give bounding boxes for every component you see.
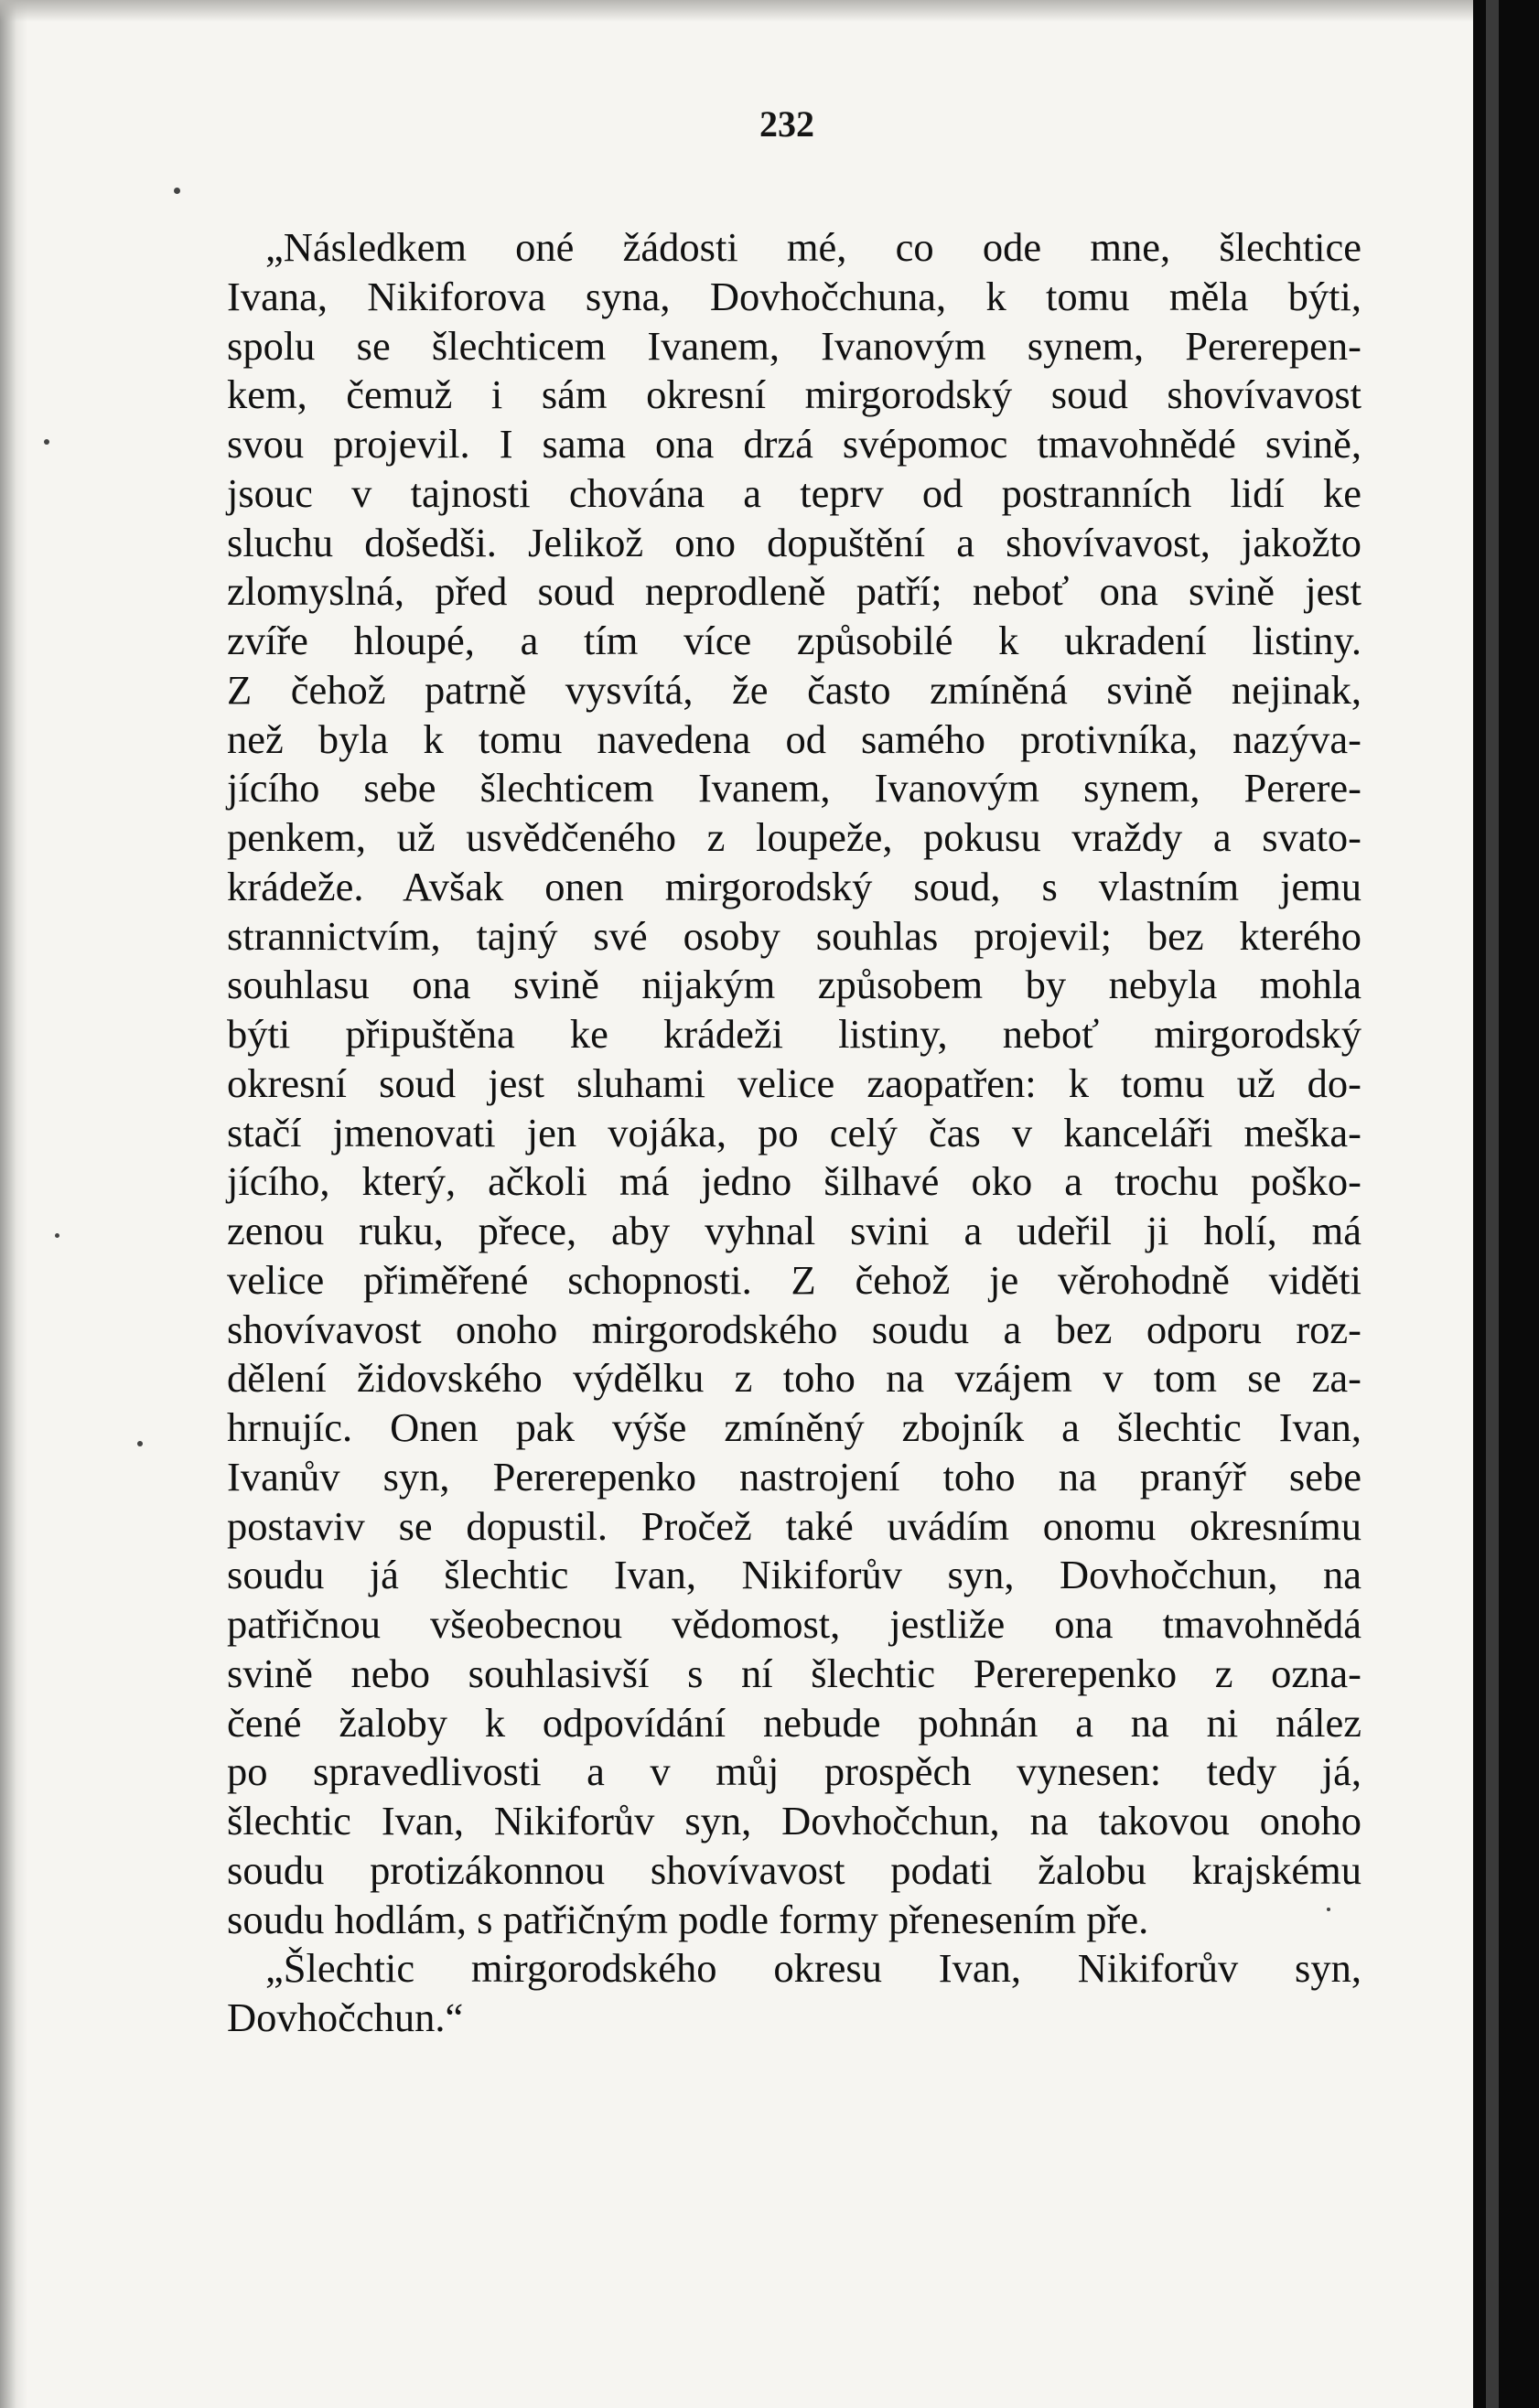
body-text <box>227 223 1361 2043</box>
text-line: čené žaloby k odpovídání nebude pohnán a na ni nález <box>227 1699 1361 1746</box>
text-line: souhlasu ona svině nijakým způsobem by nebyla mohla <box>227 962 1361 1008</box>
text-line: jsouc v tajnosti chována a teprv od postranních lidí ke <box>227 469 1361 516</box>
text-line: „Šlechtic mirgorodského okresu Ivan, Nikiforův syn, <box>265 1945 1361 1992</box>
scan-border-strip <box>1486 0 1499 2408</box>
page-shadow-edge <box>0 0 27 2408</box>
text-line: stačí jmenovati jen vojáka, po celý čas v kanceláři meška- <box>227 1109 1361 1156</box>
text-line: jícího, který, ačkoli má jedno šilhavé oko a trochu poško- <box>227 1158 1361 1205</box>
text-line: Ivana, Nikiforova syna, Dovhočchuna, k tomu měla býti, <box>227 273 1361 319</box>
text-line: Z čehož patrně vysvítá, že často zmíněná svině nejinak, <box>227 666 1361 713</box>
text-line: býti připuštěna ke krádeži listiny, neboť mirgorodský <box>227 1011 1361 1057</box>
text-line: svou projevil. I sama ona drzá svépomoc tmavohnědé svině, <box>227 421 1361 467</box>
text-line: strannictvím, tajný své osoby souhlas projevil; bez kterého <box>227 912 1361 959</box>
text-line: zlomyslná, před soud neprodleně patří; neboť ona svině jest <box>227 568 1361 615</box>
text-line: svině nebo souhlasivší s ní šlechtic Pererepenko z ozna- <box>227 1650 1361 1696</box>
text-line: krádeže. Avšak onen mirgorodský soud, s vlastním jemu <box>227 863 1361 909</box>
text-line: patřičnou všeobecnou vědomost, jestliže ona tmavohnědá <box>227 1601 1361 1647</box>
text-line: jícího sebe šlechticem Ivanem, Ivanovým synem, Perere- <box>227 765 1361 812</box>
print-speck <box>137 1441 143 1446</box>
page-number: 232 <box>759 103 814 145</box>
text-line: postaviv se dopustil. Pročež také uvádím onomu okresnímu <box>227 1502 1361 1549</box>
text-line: spolu se šlechticem Ivanem, Ivanovým synem, Pererepen- <box>227 322 1361 369</box>
text-line: kem, čemuž i sám okresní mirgorodský soud shovívavost <box>227 371 1361 418</box>
text-line: než byla k tomu navedena od samého protivníka, nazýva- <box>227 715 1361 762</box>
text-line: „Následkem oné žádosti mé, co ode mne, šlechtice <box>265 224 1361 270</box>
text-line: soudu protizákonnou shovívavost podati žalobu krajskému <box>227 1846 1361 1893</box>
print-speck <box>44 439 49 445</box>
text-line: Dovhočchun.“ <box>227 1994 464 2040</box>
text-line: okresní soud jest sluhami velice zaopatřen: k tomu už do- <box>227 1059 1361 1106</box>
print-speck <box>55 1233 59 1238</box>
text-line: velice přiměřené schopnosti. Z čehož je věrohodně viděti <box>227 1256 1361 1303</box>
text-line: zvíře hloupé, a tím více způsobilé k ukradení listiny. <box>227 618 1361 663</box>
text-line: zenou ruku, přece, aby vyhnal svini a udeřil ji holí, má <box>227 1208 1361 1253</box>
text-line: penkem, už usvědčeného z loupeže, pokusu vraždy a svato- <box>227 814 1361 860</box>
scan-border-right <box>1473 0 1539 2408</box>
text-line: sluchu došedši. Jelikož ono dopuštění a shovívavost, jakožto <box>227 519 1361 565</box>
text-line: soudu hodlám, s patřičným podle formy přenesením pře. <box>227 1896 1149 1942</box>
text-line: po spravedlivosti a v můj prospěch vynesen: tedy já, <box>227 1748 1361 1795</box>
text-line: shovívavost onoho mirgorodského soudu a bez odporu roz- <box>227 1306 1361 1352</box>
text-line: Ivanův syn, Pererepenko nastrojení toho na pranýř sebe <box>227 1453 1361 1500</box>
text-line: šlechtic Ivan, Nikiforův syn, Dovhočchun, na takovou onoho <box>227 1798 1361 1844</box>
text-line: dělení židovského výdělku z toho na vzájem v tom se za- <box>227 1355 1361 1402</box>
text-line: soudu já šlechtic Ivan, Nikiforův syn, Dovhočchun, na <box>227 1552 1361 1598</box>
text-line: hrnujíc. Onen pak výše zmíněný zbojník a šlechtic Ivan, <box>227 1404 1361 1450</box>
print-speck <box>174 188 180 194</box>
page-top-edge <box>0 0 1473 22</box>
